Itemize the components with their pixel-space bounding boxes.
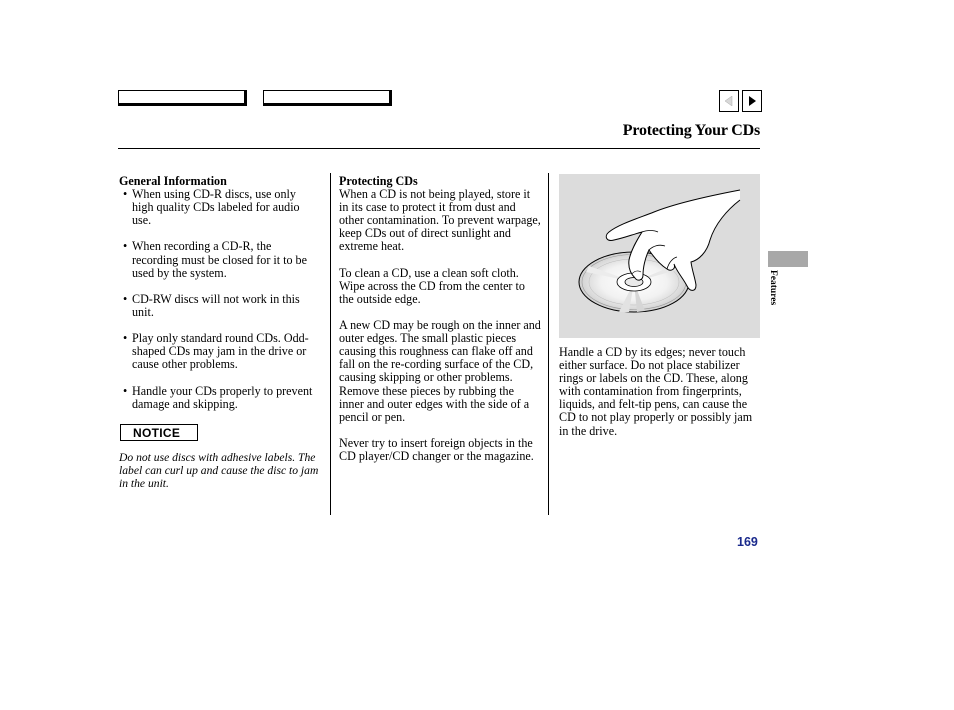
page-title: Protecting Your CDs [622,122,760,139]
paragraph: To clean a CD, use a clean soft cloth. Wipe across the CD from the center to the outside edge. [339,265,525,306]
paragraph: Never try to insert foreign objects in the CD player/CD changer or the magazine. [339,435,534,463]
list-item: • When recording a CD-R, the recording must be closed for it to be used by the system. [119,240,319,279]
left-arrow-icon [724,96,734,106]
list-item: • Play only standard round CDs. Odd-shaped CDs may jam in the drive or cause other problems. [119,332,319,371]
section-tab-text: Features [768,270,778,306]
next-page-button[interactable] [742,90,762,112]
page-number: 169 [737,535,758,549]
general-information-heading: General Information [119,174,227,188]
paragraph: When a CD is not being played, store it in its case to protect it from dust and other contamination. To prevent warpage, keep CDs out of direct sunlight and extreme heat. [339,187,541,254]
general-information-list [119,188,319,411]
general-information-column [119,175,319,424]
notice-label: NOTICE [120,424,198,441]
hand-holding-cd-icon [559,174,760,338]
column-divider-2 [548,173,549,515]
column-divider-1 [330,173,331,515]
list-item: • When using CD-R discs, use only high quality CDs labeled for audio use. [119,188,319,227]
list-item: • Handle your CDs properly to prevent damage and skipping. [119,385,319,411]
protecting-cds-heading: Protecting CDs [339,174,418,188]
paragraph: A new CD may be rough on the inner and outer edges. The small plastic pieces causing this roughness can flake off and fall on the re-cording surface of the CD, causing skipping or other problems. Remove these pieces by rubbing the inner and outer edges with the side of a pencil or pen. [339,318,541,424]
list-item: • CD-RW discs will not work in this unit. [119,293,319,319]
nav-index-button[interactable] [263,90,392,106]
previous-page-button[interactable] [719,90,739,112]
illustration-caption: Handle a CD by its edges; never touch either surface. Do not place stabilizer rings or labels on the CD. These, along with contamination from fingerprints, liquids, and felt-tip pens, can cause the CD to not play properly or possibly jam in the drive. [559,345,753,438]
hand-holding-cd-illustration [559,174,760,338]
nav-contents-button[interactable] [118,90,247,106]
notice-text: Do not use discs with adhesive labels. The label can curl up and cause the disc to jam in the unit. [119,451,319,491]
section-tab[interactable] [768,251,808,267]
section-tab-label [766,270,780,320]
protecting-cds-column [339,175,541,476]
right-arrow-icon [747,96,757,106]
title-rule [118,148,760,149]
